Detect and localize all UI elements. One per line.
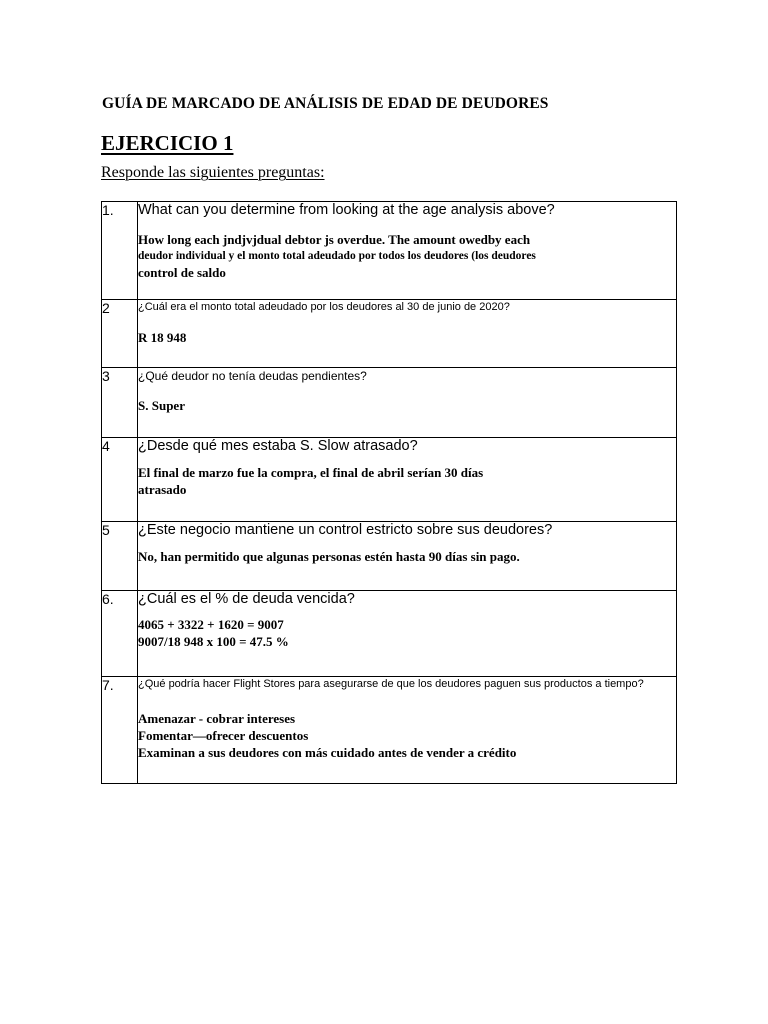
question-text: ¿Cuál era el monto total adeudado por los deudores al 30 de junio de 2020?	[138, 301, 510, 313]
answer-line: 4065 + 3322 + 1620 = 9007	[138, 617, 284, 632]
question-text: ¿Este negocio mantiene un control estricto sobre sus deudores?	[138, 522, 553, 538]
question-text: ¿Qué podría hacer Flight Stores para asegurarse de que los deudores paguen sus productos a tiempo?	[138, 678, 644, 690]
answer-text	[138, 548, 676, 565]
question-number: 2	[102, 300, 138, 368]
question-cell	[138, 202, 677, 300]
question-number: 1.	[102, 202, 138, 300]
answer-line: El final de marzo fue la compra, el final de abril serían 30 días	[138, 465, 484, 480]
question-text: ¿Qué deudor no tenía deudas pendientes?	[138, 369, 367, 383]
answer-text	[138, 464, 676, 498]
answer-line: Examinan a sus deudores con más cuidado antes de vender a crédito	[138, 745, 517, 760]
answer-text	[138, 231, 676, 281]
answer-line: No, han permitido que algunas personas estén hasta 90 días sin pago.	[138, 549, 520, 564]
question-text: ¿Desde qué mes estaba S. Slow atrasado?	[138, 438, 418, 454]
answer-text	[138, 397, 676, 414]
table-row	[102, 677, 677, 784]
answer-line: R 18 948	[138, 330, 187, 345]
question-text: ¿Cuál es el % de deuda vencida?	[138, 591, 355, 607]
document-title: GUÍA DE MARCADO DE ANÁLISIS DE EDAD DE DEUDORES	[102, 95, 549, 112]
table-row	[102, 300, 677, 368]
answer-line: How long each jndjvjdual debtor js overdue. The amount owedby each	[138, 232, 531, 247]
answer-line: Fomentar—ofrecer descuentos	[138, 728, 309, 743]
answer-text	[138, 710, 676, 761]
question-text: What can you determine from looking at the age analysis above?	[138, 202, 555, 218]
instructions: Responde las siguientes preguntas:	[101, 164, 325, 181]
question-cell	[138, 300, 677, 368]
question-number: 4	[102, 438, 138, 522]
answer-line: deudor individual y el monto total adeudado por todos los deudores (los deudores	[138, 250, 536, 262]
answer-line: S. Super	[138, 398, 185, 413]
question-number: 5	[102, 522, 138, 591]
question-number: 6.	[102, 591, 138, 677]
answer-line: atrasado	[138, 482, 187, 497]
answer-line: 9007/18 948 x 100 = 47.5 %	[138, 634, 289, 649]
exercise-heading: EJERCICIO 1	[101, 131, 234, 155]
question-cell	[138, 438, 677, 522]
question-number: 7.	[102, 677, 138, 784]
table-row	[102, 522, 677, 591]
questions-table	[101, 201, 677, 784]
question-cell	[138, 591, 677, 677]
question-cell	[138, 522, 677, 591]
answer-text	[138, 329, 676, 346]
table-row	[102, 368, 677, 438]
question-cell	[138, 368, 677, 438]
table-row	[102, 438, 677, 522]
answer-text	[138, 616, 676, 650]
table-row	[102, 202, 677, 300]
question-number: 3	[102, 368, 138, 438]
answer-line: control de saldo	[138, 265, 226, 280]
table-row	[102, 591, 677, 677]
question-cell	[138, 677, 677, 784]
answer-line: Amenazar - cobrar intereses	[138, 711, 296, 726]
